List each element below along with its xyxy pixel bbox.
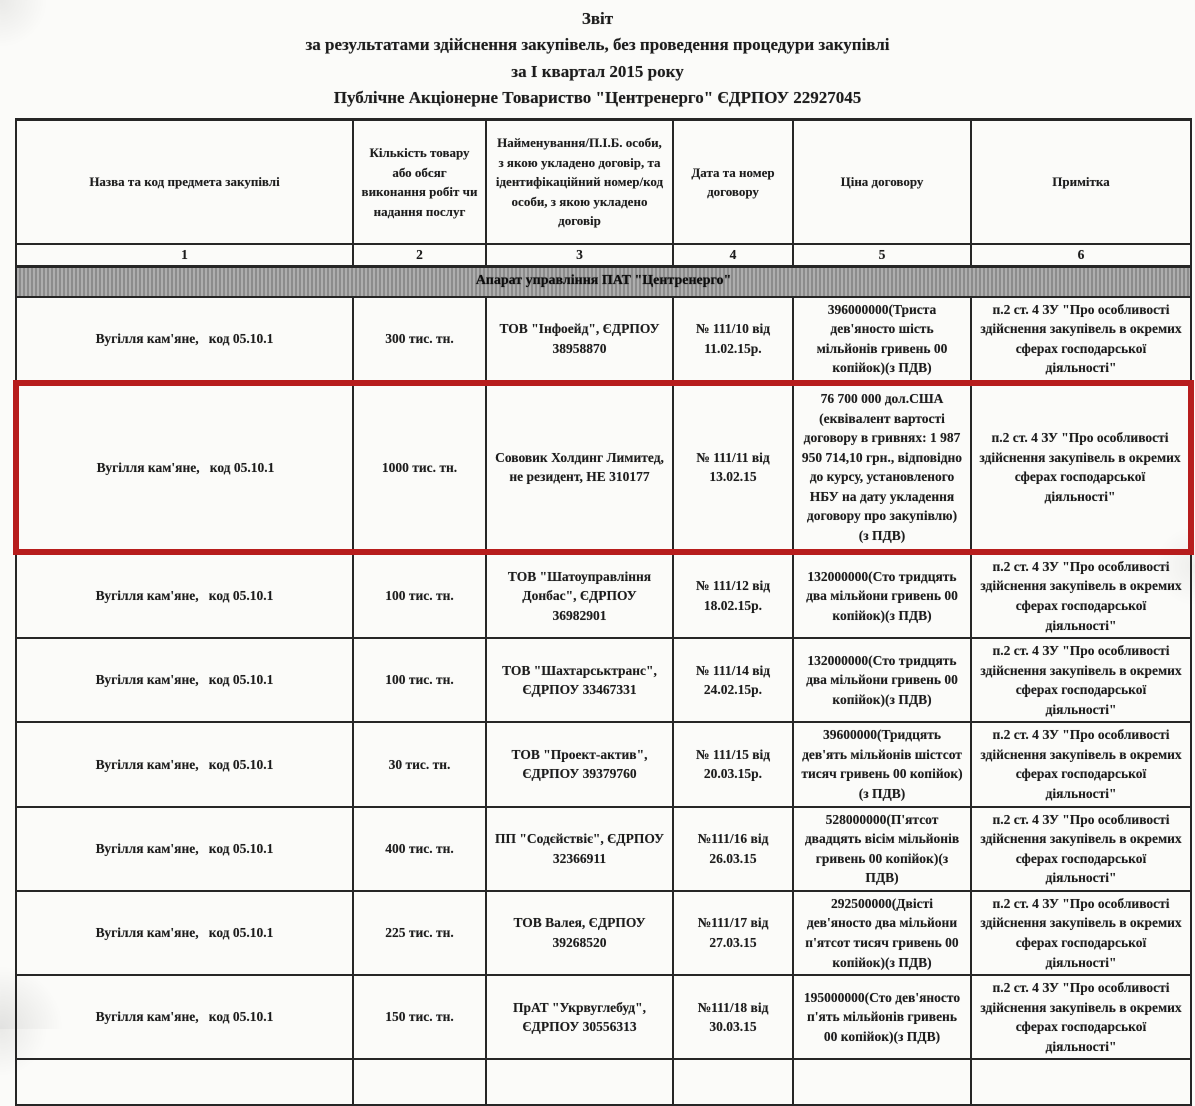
cell-quantity: 100 тис. тн. (353, 638, 486, 722)
highlighted-row (16, 383, 1191, 552)
cell-item-name: Вугілля кам'яне, код 05.10.1 (16, 722, 353, 806)
col-number-2: 2 (353, 244, 486, 266)
col-number-4: 4 (673, 244, 793, 266)
col-header-supplier: Найменування/П.І.Б. особи, з якою укладено договір, та ідентифікаційний номер/код особи, з якою укладено договір (486, 120, 673, 245)
cell-empty (673, 1059, 793, 1105)
cell-note: п.2 ст. 4 ЗУ "Про особливості здійснення закупівель в окремих сферах господарської діяльності" (971, 975, 1191, 1059)
report-title (0, 6, 1195, 111)
cell-price: 39600000(Тридцять дев'ять мільйонів шістсот тисяч гривень 00 копійок)(з ПДВ) (793, 722, 971, 806)
column-numbers-row (16, 244, 1191, 266)
cell-item-name: Вугілля кам'яне, код 05.10.1 (16, 297, 353, 383)
cell-note: п.2 ст. 4 ЗУ "Про особливості здійснення закупівель в окремих сферах господарської діяльності" (971, 297, 1191, 383)
cell-item-name: Вугілля кам'яне, код 05.10.1 (16, 807, 353, 891)
cell-note: п.2 ст. 4 ЗУ "Про особливості здійснення закупівель в окремих сферах господарської діяльності" (971, 638, 1191, 722)
cell-supplier: ПП "Содєйствіє", ЄДРПОУ 32366911 (486, 807, 673, 891)
cell-note: п.2 ст. 4 ЗУ "Про особливості здійснення закупівель в окремих сферах господарської діяльності" (971, 552, 1191, 638)
cell-contract-date: №111/18 від 30.03.15 (673, 975, 793, 1059)
col-header-quantity: Кількість товару або обсяг виконання робіт чи надання послуг (353, 120, 486, 245)
cell-price: 195000000(Сто дев'яносто п'ять мільйонів гривень 00 копійок)(з ПДВ) (793, 975, 971, 1059)
section-header-row (16, 266, 1191, 297)
cell-price: 132000000(Сто тридцять два мільйони гривень 00 копійок)(з ПДВ) (793, 552, 971, 638)
cell-item-name: Вугілля кам'яне, код 05.10.1 (16, 638, 353, 722)
cell-price: 528000000(П'ятсот двадцять вісім мільйонів гривень 00 копійок)(з ПДВ) (793, 807, 971, 891)
table-row (16, 638, 1191, 722)
cell-empty (793, 1059, 971, 1105)
cell-contract-date: №111/16 від 26.03.15 (673, 807, 793, 891)
table-row (16, 722, 1191, 806)
report-title-line1: Звіт (581, 9, 614, 28)
cell-price: 132000000(Сто тридцять два мільйони гривень 00 копійок)(з ПДВ) (793, 638, 971, 722)
report-title-line4: Публічне Акціонерне Товариство "Центренерго" ЄДРПОУ 22927045 (333, 88, 862, 108)
table-row (16, 297, 1191, 383)
section-title: Апарат управління ПАТ "Центренерго" (16, 266, 1191, 297)
table-row (16, 891, 1191, 975)
cell-price: 292500000(Двісті дев'яносто два мільйони п'ятсот тисяч гривень 00 копійок)(з ПДВ) (793, 891, 971, 975)
table-row (16, 552, 1191, 638)
col-number-5: 5 (793, 244, 971, 266)
cell-quantity: 150 тис. тн. (353, 975, 486, 1059)
cell-contract-date: № 111/15 від 20.03.15р. (673, 722, 793, 806)
cell-supplier: ПрАТ "Укрвуглебуд", ЄДРПОУ 30556313 (486, 975, 673, 1059)
cell-contract-date: №111/17 від 27.03.15 (673, 891, 793, 975)
cell-empty (353, 1059, 486, 1105)
cell-price: 396000000(Триста дев'яносто шість мільйонів гривень 00 копійок)(з ПДВ) (793, 297, 971, 383)
cell-supplier: Сововик Холдинг Лимитед, не резидент, НЕ 310177 (486, 383, 673, 552)
report-title-line3: за I квартал 2015 року (511, 61, 684, 81)
col-header-item-name: Назва та код предмета закупівлі (16, 120, 353, 245)
cell-quantity: 300 тис. тн. (353, 297, 486, 383)
cell-contract-date: № 111/14 від 24.02.15р. (673, 638, 793, 722)
cell-note: п.2 ст. 4 ЗУ "Про особливості здійснення закупівель в окремих сферах господарської діяльності" (971, 807, 1191, 891)
col-number-1: 1 (16, 244, 353, 266)
cell-empty (971, 1059, 1191, 1105)
cell-supplier: ТОВ "Інфоейд", ЄДРПОУ 38958870 (486, 297, 673, 383)
cell-empty (16, 1059, 353, 1105)
cell-contract-date: № 111/11 від 13.02.15 (673, 383, 793, 552)
cell-supplier: ТОВ "Проект-актив", ЄДРПОУ 39379760 (486, 722, 673, 806)
cell-price: 76 700 000 дол.США (еквівалент вартості договору в гривнях: 1 987 950 714,10 грн., відповідно до курсу, установленого НБУ на дату укладення договору про закупівлю) (з ПДВ) (793, 383, 971, 552)
cell-supplier: ТОВ "Шатоуправління Донбас", ЄДРПОУ 36982901 (486, 552, 673, 638)
report-title-line2: за результатами здійснення закупівель, без проведення процедури закупівлі (305, 35, 890, 55)
cell-item-name: Вугілля кам'яне, код 05.10.1 (16, 383, 353, 552)
table-header-row (16, 120, 1191, 245)
cell-item-name: Вугілля кам'яне, код 05.10.1 (16, 975, 353, 1059)
table-row (16, 975, 1191, 1059)
cell-quantity: 100 тис. тн. (353, 552, 486, 638)
cell-contract-date: № 111/10 від 11.02.15р. (673, 297, 793, 383)
cell-quantity: 400 тис. тн. (353, 807, 486, 891)
cell-contract-date: № 111/12 від 18.02.15р. (673, 552, 793, 638)
col-header-contract-date: Дата та номер договору (673, 120, 793, 245)
procurement-table (13, 118, 1194, 1106)
cell-supplier: ТОВ "Шахтарськтранс", ЄДРПОУ 33467331 (486, 638, 673, 722)
cell-quantity: 225 тис. тн. (353, 891, 486, 975)
cell-item-name: Вугілля кам'яне, код 05.10.1 (16, 552, 353, 638)
cell-note: п.2 ст. 4 ЗУ "Про особливості здійснення закупівель в окремих сферах господарської діяльності" (971, 722, 1191, 806)
cell-supplier: ТОВ Валея, ЄДРПОУ 39268520 (486, 891, 673, 975)
cell-empty (486, 1059, 673, 1105)
cell-quantity: 30 тис. тн. (353, 722, 486, 806)
col-number-3: 3 (486, 244, 673, 266)
cell-note: п.2 ст. 4 ЗУ "Про особливості здійснення закупівель в окремих сферах господарської діяльності" (971, 891, 1191, 975)
col-header-note: Примітка (971, 120, 1191, 245)
col-number-6: 6 (971, 244, 1191, 266)
cell-note: п.2 ст. 4 ЗУ "Про особливості здійснення закупівель в окремих сферах господарської діяльності" (971, 383, 1191, 552)
col-header-price: Ціна договору (793, 120, 971, 245)
cell-item-name: Вугілля кам'яне, код 05.10.1 (16, 891, 353, 975)
table-row-clipped (16, 1059, 1191, 1105)
table-row (16, 807, 1191, 891)
cell-quantity: 1000 тис. тн. (353, 383, 486, 552)
